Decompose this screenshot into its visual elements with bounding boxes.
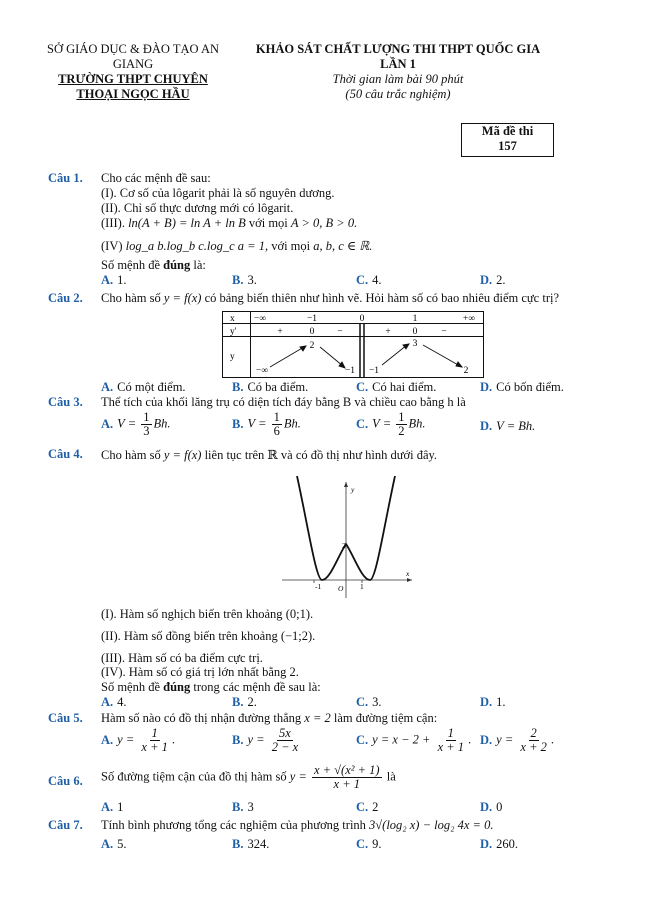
option-letter: A.	[101, 800, 114, 814]
question-1-statement-1: (I). Cơ số của lôgarit phải là số nguyên dương.	[101, 186, 335, 200]
option-letter: B.	[232, 380, 244, 394]
graph-label-2: 2	[342, 541, 346, 550]
option-text: Có ba điểm.	[247, 380, 309, 394]
q7-option-c[interactable]	[356, 837, 382, 852]
q2-prompt-math: y = f(x)	[163, 291, 202, 305]
q6-option-d[interactable]	[480, 800, 502, 815]
option-text: Có hai điểm.	[372, 380, 437, 394]
option-letter: C.	[356, 800, 369, 814]
q1-s3-math: ln(A + B) = ln A + ln B	[128, 216, 246, 230]
option-letter: A.	[101, 273, 114, 287]
question-2-prompt	[101, 291, 559, 306]
option-letter: B.	[232, 732, 244, 747]
q5-option-a[interactable]	[101, 727, 175, 754]
q1-option-a[interactable]	[101, 273, 127, 288]
q4-s1-math: (0;1).	[285, 607, 314, 621]
question-4-ask	[101, 680, 321, 695]
exam-code-label: Mã đề thi	[481, 124, 534, 138]
option-letter: B.	[232, 837, 244, 851]
vt-arrow-down	[423, 345, 460, 366]
q1-option-d[interactable]	[480, 273, 506, 288]
graph-axis-y-label: y	[351, 485, 355, 494]
question-6-prompt	[101, 764, 396, 791]
q2-prompt-post: có bảng biến thiên như hình vẽ. Hỏi hàm số có bao nhiêu điểm cực trị?	[204, 291, 560, 305]
exam-code-box	[461, 123, 554, 157]
q4-option-a[interactable]	[101, 695, 127, 710]
q3-option-c[interactable]	[356, 411, 426, 438]
question-1-statement-3	[101, 216, 357, 231]
q7-prompt-math: 3√(log₂ x) − log₂ 4x = 0.	[369, 818, 494, 832]
option-fraction	[139, 727, 169, 754]
graph-origin-label: O	[338, 584, 344, 593]
frac-den: 2 − x	[271, 740, 299, 755]
q1-option-c[interactable]	[356, 273, 382, 288]
q7-prompt-pre: Tính bình phương tổng các nghiệm của phương trình	[101, 818, 366, 832]
option-fraction	[436, 727, 466, 754]
question-4-statement-2	[101, 629, 315, 644]
frac-num: 1	[273, 410, 280, 424]
option-text: 324.	[247, 837, 270, 851]
question-1-label: Câu 1.	[48, 171, 83, 185]
q1-option-b[interactable]	[232, 273, 257, 288]
option-text: 3	[247, 800, 254, 814]
option-post: .	[550, 732, 554, 747]
option-letter: B.	[232, 800, 244, 814]
option-letter: C.	[356, 416, 369, 431]
vt-sign: 0	[412, 327, 418, 337]
option-text: Có bốn điểm.	[496, 380, 564, 394]
vt-arrowhead	[300, 346, 306, 351]
q5-prompt-pre: Hàm số nào có đồ thị nhận đường thẳng	[101, 711, 302, 725]
option-post: .	[171, 732, 175, 747]
vt-x-value: −1	[306, 314, 318, 324]
option-text: 260.	[496, 837, 519, 851]
vt-sign: −	[337, 327, 343, 337]
q4-s2-math: (−1;2).	[280, 629, 316, 643]
question-1-statement-4	[101, 238, 372, 254]
q1-s4-pre: (IV)	[101, 239, 123, 253]
vt-y-value: 3	[412, 339, 418, 349]
question-7-label: Câu 7.	[48, 818, 83, 832]
org-line-1: SỞ GIÁO DỤC & ĐÀO TẠO AN	[47, 42, 219, 56]
exam-count: (50 câu trắc nghiệm)	[345, 87, 451, 101]
q5-prompt-math: x = 2	[304, 711, 331, 725]
school-line-1: TRƯỜNG THPT CHUYÊN	[58, 72, 208, 86]
q1-s4-mid: , với mọi	[264, 239, 311, 253]
q2-option-a[interactable]	[101, 380, 186, 395]
option-text: 1	[117, 800, 124, 814]
option-letter: C.	[356, 273, 369, 287]
option-letter: A.	[101, 380, 114, 394]
option-text: 0	[496, 800, 503, 814]
vt-sign: 0	[309, 327, 315, 337]
exam-round: LẦN 1	[380, 57, 416, 71]
q1-s3-mid: với mọi	[248, 216, 288, 230]
option-text: 9.	[372, 837, 382, 851]
vt-sign: −	[441, 327, 447, 337]
vt-y-value: 2	[463, 366, 469, 376]
option-letter: D.	[480, 800, 493, 814]
q7-option-b[interactable]	[232, 837, 269, 852]
q4-prompt-pre: Cho hàm số	[101, 448, 161, 462]
q5-option-d[interactable]	[480, 727, 554, 754]
vt-x-value: 0	[359, 314, 365, 324]
frac-num: 1	[398, 410, 405, 424]
frac-den: 3	[143, 424, 150, 439]
vt-arrow-up	[382, 345, 407, 365]
question-1-ask	[101, 258, 206, 273]
frac-den: 2	[398, 424, 405, 439]
q1-ask-post: là:	[193, 258, 206, 272]
option-text: 4.	[117, 695, 127, 709]
frac-den: 6	[273, 424, 280, 439]
question-1-statement-2: (II). Chỉ số thực dương mới có lôgarit.	[101, 201, 294, 215]
option-text: Có một điểm.	[117, 380, 186, 394]
q4-s2-pre: (II). Hàm số đồng biến trên khoảng	[101, 629, 278, 643]
q4-option-d[interactable]	[480, 695, 506, 710]
option-text: 1.	[496, 695, 506, 709]
option-text: 2.	[496, 273, 506, 287]
option-letter: C.	[356, 732, 369, 747]
school-line-2: THOẠI NGỌC HẦU	[76, 87, 190, 101]
option-pre: y =	[496, 732, 514, 747]
q6-option-a[interactable]	[101, 800, 123, 815]
q3-option-a[interactable]	[101, 411, 171, 438]
graph-x-arrow	[407, 578, 412, 582]
frac-den: x + 1	[333, 777, 360, 792]
exam-code-value: 157	[498, 139, 517, 153]
vt-row-yp: y'	[230, 327, 237, 337]
q2-option-c[interactable]	[356, 380, 436, 395]
vt-x-value: +∞	[462, 314, 476, 324]
vt-arrowhead	[456, 362, 462, 367]
option-letter: C.	[356, 380, 369, 394]
question-2-label: Câu 2.	[48, 291, 83, 305]
option-post: .	[468, 732, 472, 747]
option-letter: A.	[101, 732, 114, 747]
option-fraction	[518, 727, 548, 754]
question-1-prompt: Cho các mệnh đề sau:	[101, 171, 211, 185]
option-letter: B.	[232, 273, 244, 287]
q4-option-c[interactable]	[356, 695, 382, 710]
question-7-prompt	[101, 818, 493, 833]
exam-time: Thời gian làm bài 90 phút	[332, 72, 464, 86]
q4-option-b[interactable]	[232, 695, 257, 710]
option-text: 3.	[247, 273, 257, 287]
q7-option-a[interactable]	[101, 837, 127, 852]
option-fraction	[270, 727, 300, 754]
question-3-prompt: Thể tích của khối lăng trụ có diện tích đáy bằng B và chiều cao bằng h là	[101, 395, 466, 409]
option-letter: A.	[101, 695, 114, 709]
option-letter: D.	[480, 837, 493, 851]
option-letter: A.	[101, 837, 114, 851]
option-lhs: V =	[117, 416, 137, 431]
option-letter: C.	[356, 837, 369, 851]
q7-option-d[interactable]	[480, 837, 518, 852]
question-4-label: Câu 4.	[48, 447, 83, 461]
q4-prompt-set: ℝ	[267, 448, 278, 462]
q3-option-b[interactable]	[232, 411, 301, 438]
option-text: 5.	[117, 837, 127, 851]
option-text: 3.	[372, 695, 382, 709]
q6-option-b[interactable]	[232, 800, 254, 815]
frac-num: 5x	[279, 726, 291, 740]
vt-sign: +	[385, 327, 391, 337]
q1-s3-pre: (III).	[101, 216, 125, 230]
frac-den: x + 1	[141, 740, 168, 755]
q1-ask-bold: đúng	[163, 258, 191, 272]
org-line-2: GIANG	[112, 57, 154, 71]
question-4-statement-3: (III). Hàm số có ba điểm cực trị.	[101, 651, 263, 665]
q5-option-b[interactable]	[232, 727, 302, 754]
q6-option-c[interactable]	[356, 800, 378, 815]
exam-title: KHẢO SÁT CHẤT LƯỢNG THI THPT QUỐC GIA	[255, 42, 541, 56]
option-lhs: V =	[372, 416, 392, 431]
question-3-label: Câu 3.	[48, 395, 83, 409]
option-text: 1.	[117, 273, 127, 287]
q5-prompt-post: làm đường tiệm cận:	[333, 711, 438, 725]
q4-s1-pre: (I). Hàm số nghịch biến trên khoảng	[101, 607, 283, 621]
q2-option-d[interactable]	[480, 380, 564, 395]
q4-ask-pre: Số mệnh đề	[101, 680, 161, 694]
option-rhs: Bh.	[153, 416, 171, 431]
q6-prompt-post: là	[386, 769, 396, 784]
option-letter: D.	[480, 695, 493, 709]
vt-row-x: x	[230, 314, 235, 324]
option-letter: D.	[480, 732, 493, 747]
q1-s4-cond: a, b, c ∈ ℝ.	[313, 239, 373, 253]
q1-ask-pre: Số mệnh đề	[101, 258, 161, 272]
option-text: 4.	[372, 273, 382, 287]
graph-axis-x-label: x	[406, 569, 410, 578]
vt-arrow-down	[320, 347, 343, 366]
q4-prompt-post: và có đồ thị như hình dưới đây.	[280, 448, 438, 462]
option-lhs: V = Bh.	[496, 419, 536, 433]
option-pre: y = x − 2 +	[372, 732, 431, 747]
question-4-prompt	[101, 447, 437, 463]
vt-y-value: 2	[309, 341, 315, 351]
variation-table	[222, 311, 484, 378]
option-letter: B.	[232, 695, 244, 709]
question-6-label: Câu 6.	[48, 774, 83, 788]
option-text: 2.	[247, 695, 257, 709]
frac-num: 1	[143, 410, 150, 424]
q4-ask-post: trong các mệnh đề sau là:	[193, 680, 321, 694]
vt-row-y: y	[230, 352, 235, 362]
option-lhs: V =	[247, 416, 267, 431]
q6-fn-pre: y =	[289, 769, 307, 784]
question-4-statement-1	[101, 607, 313, 622]
q2-option-b[interactable]	[232, 380, 308, 395]
function-graph	[278, 476, 418, 602]
vt-y-value: −1	[344, 366, 356, 376]
question-5-label: Câu 5.	[48, 711, 83, 725]
frac-den: x + 1	[437, 740, 465, 755]
frac-num: 2	[530, 726, 537, 740]
vt-x-value: 1	[412, 314, 418, 324]
option-rhs: Bh.	[408, 416, 426, 431]
frac-den: x + 2	[520, 740, 547, 755]
option-pre: y =	[247, 732, 265, 747]
option-letter: B.	[232, 416, 244, 431]
option-letter: D.	[480, 380, 493, 394]
graph-label-neg1: -1	[315, 582, 322, 591]
q1-s3-cond: A > 0, B > 0.	[290, 216, 358, 230]
vt-sign: +	[277, 327, 283, 337]
vt-arrowhead	[403, 344, 409, 349]
question-5-prompt	[101, 711, 437, 726]
q3-option-d[interactable]	[480, 419, 535, 434]
q6-prompt-pre: Số đường tiệm cận của đồ thị hàm số	[101, 769, 287, 784]
question-4-statement-4: (IV). Hàm số có giá trị lớn nhất bằng 2.	[101, 665, 299, 679]
q4-prompt-mid: liên tục trên	[204, 448, 265, 462]
vt-x-value: −∞	[253, 314, 267, 324]
q4-ask-bold: đúng	[163, 680, 191, 694]
option-fraction	[141, 411, 151, 438]
option-letter: A.	[101, 416, 114, 431]
option-letter: D.	[480, 419, 493, 433]
q1-s4-math: log_a b.log_b c.log_c a = 1	[125, 239, 265, 253]
option-letter: D.	[480, 273, 493, 287]
option-fraction	[396, 411, 406, 438]
q5-option-c[interactable]	[356, 727, 471, 754]
q6-fraction	[312, 764, 382, 791]
option-letter: C.	[356, 695, 369, 709]
frac-num: 1	[151, 726, 158, 740]
option-fraction	[272, 411, 282, 438]
option-pre: y =	[117, 732, 135, 747]
option-text: 2	[372, 800, 379, 814]
q4-prompt-math: y = f(x)	[163, 448, 202, 462]
frac-num: 1	[447, 726, 454, 740]
option-rhs: Bh.	[283, 416, 301, 431]
q2-prompt-pre: Cho hàm số	[101, 291, 161, 305]
vt-y-value: −1	[368, 366, 380, 376]
vt-arrow-up	[270, 347, 304, 367]
graph-label-1: 1	[360, 582, 364, 591]
frac-num: x + √(x² + 1)	[313, 763, 380, 777]
graph-y-arrow	[344, 482, 348, 487]
vt-y-value: −∞	[255, 366, 269, 376]
